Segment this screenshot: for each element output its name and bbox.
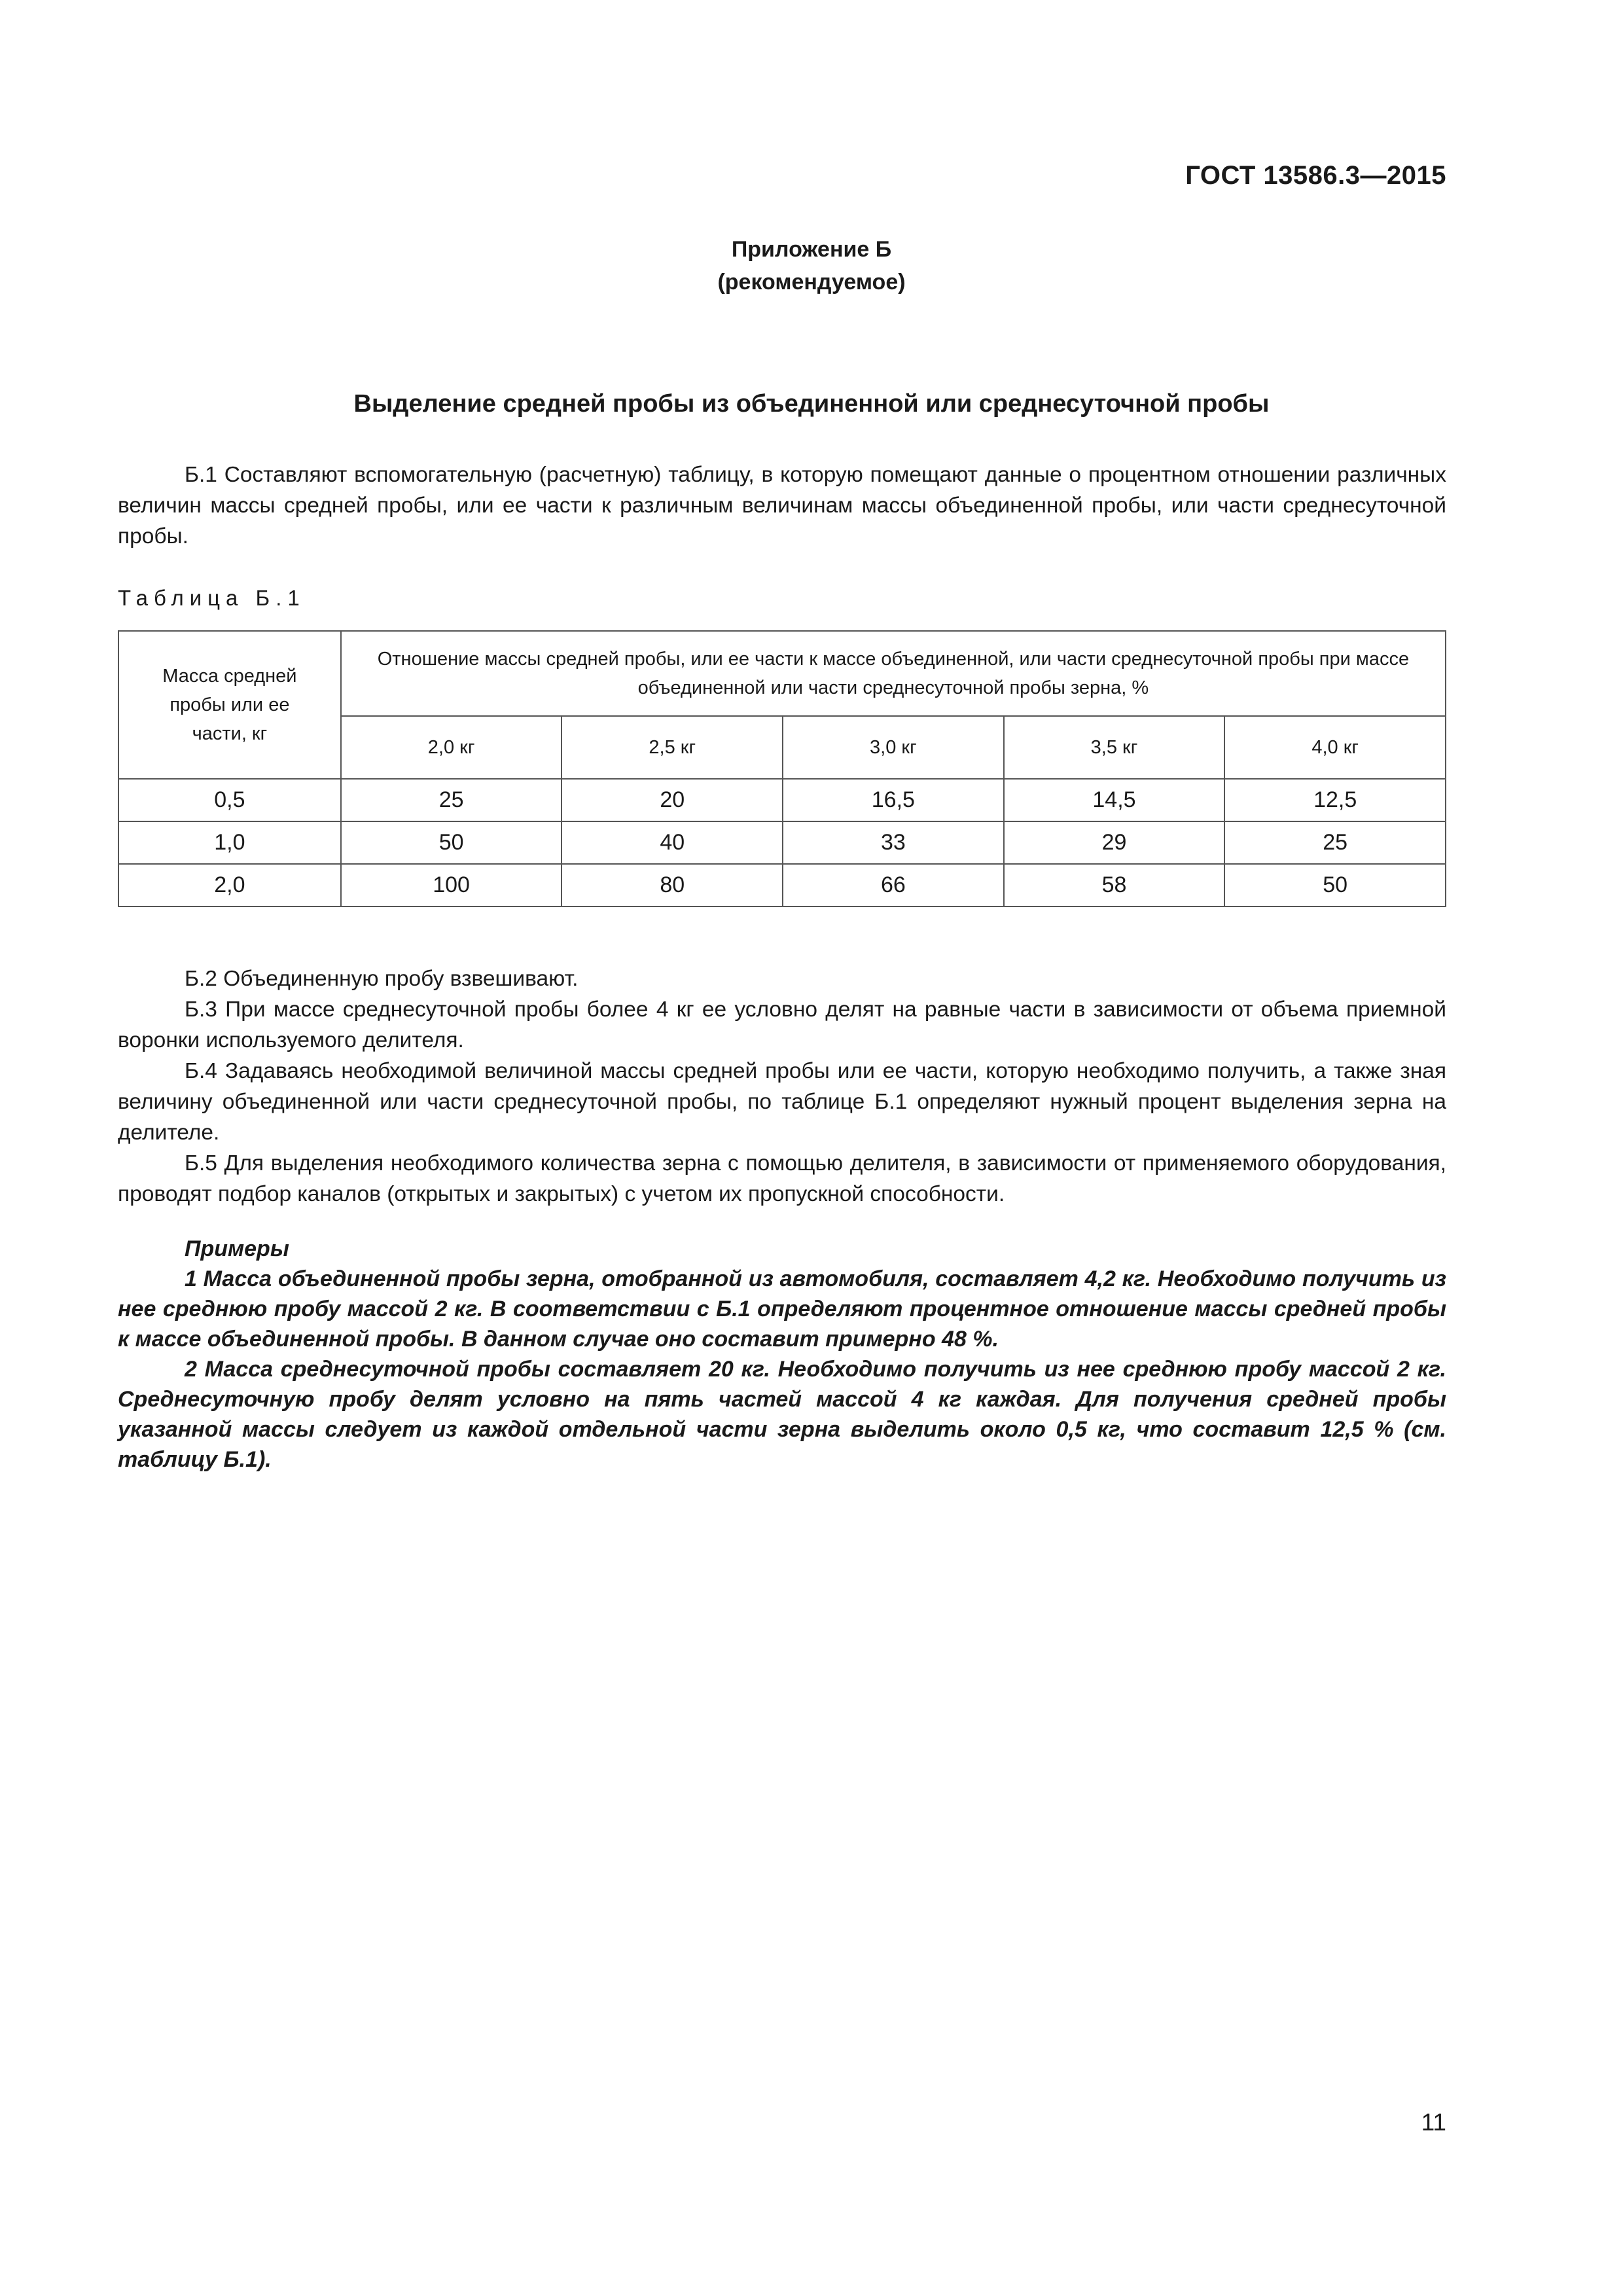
- mass-cell: 0,5: [118, 779, 341, 821]
- value-cell: 25: [341, 779, 562, 821]
- paragraph-b5: Б.5 Для выделения необходимого количества зерна с помощью делителя, в зависимости от применяемого оборудования, проводят подбор каналов (открытых и закрытых) с учетом их пропускной способности.: [118, 1151, 1446, 1206]
- mass-cell: 2,0: [118, 864, 341, 906]
- paragraph-b2: Б.2 Объединенную пробу взвешивают.: [185, 967, 579, 991]
- value-cell: 20: [562, 779, 783, 821]
- section-title: Выделение средней пробы из объединенной или среднесуточной пробы: [353, 390, 1270, 418]
- value-cell: 12,5: [1224, 779, 1446, 821]
- ratio-table: [118, 630, 1446, 907]
- value-cell: 16,5: [783, 779, 1004, 821]
- examples-block: [118, 1234, 1446, 1475]
- procedure-text: [118, 963, 1446, 1210]
- value-cell: 80: [562, 864, 783, 906]
- paragraph-b1: Б.1 Составляют вспомогательную (расчетную) таблицу, в которую помещают данные о процентном отношении различных величин массы средней пробы, или ее части к различным величинам массы объединенной пробы, или части среднесуточной пробы.: [118, 463, 1446, 548]
- row-header: Масса средней пробы или ее части, кг: [118, 631, 341, 779]
- standard-id: ГОСТ 13586.3—2015: [1185, 161, 1446, 190]
- value-cell: 66: [783, 864, 1004, 906]
- appendix-label: Приложение Б: [731, 237, 892, 262]
- table-row: [118, 864, 1446, 906]
- value-cell: 29: [1004, 821, 1225, 864]
- intro-text: [118, 459, 1446, 552]
- appendix-status: (рекомендуемое): [717, 270, 906, 295]
- table-caption: Таблица Б.1: [118, 586, 306, 610]
- column-header: 2,0 кг: [341, 716, 562, 779]
- paragraph-b4: Б.4 Задаваясь необходимой величиной массы средней пробы или ее части, которую необходимо получить, а также зная величину объединенной или части среднесуточной пробы, по таблице Б.1 определяют нужный процент выделения зерна на делителе.: [118, 1059, 1446, 1145]
- value-cell: 33: [783, 821, 1004, 864]
- group-header: Отношение массы средней пробы, или ее части к массе объединенной, или части среднесуточной пробы при массе объединенной или части среднесуточной пробы зерна, %: [341, 631, 1446, 716]
- column-header: 2,5 кг: [562, 716, 783, 779]
- value-cell: 25: [1224, 821, 1446, 864]
- paragraph-b3: Б.3 При массе среднесуточной пробы более 4 кг ее условно делят на равные части в зависимости от объема приемной воронки используемого делителя.: [118, 997, 1446, 1052]
- mass-cell: 1,0: [118, 821, 341, 864]
- column-header: 4,0 кг: [1224, 716, 1446, 779]
- column-header: 3,5 кг: [1004, 716, 1225, 779]
- column-header: 3,0 кг: [783, 716, 1004, 779]
- example-2: 2 Масса среднесуточной пробы составляет 20 кг. Необходимо получить из нее среднюю пробу массой 2 кг. Среднесуточную пробу делят условно на пять частей массой 4 кг каждая. Для получения средней пробы указанной массы следует из каждой отдельной части зерна выделить около 0,5 кг, что составит 12,5 % (см. таблицу Б.1).: [118, 1357, 1446, 1472]
- table-row: [118, 779, 1446, 821]
- value-cell: 40: [562, 821, 783, 864]
- value-cell: 100: [341, 864, 562, 906]
- value-cell: 50: [341, 821, 562, 864]
- appendix-heading: [0, 233, 1623, 298]
- example-1: 1 Масса объединенной пробы зерна, отобранной из автомобиля, составляет 4,2 кг. Необходимо получить из нее среднюю пробу массой 2 кг. В соответствии с Б.1 определяют процентное отношение массы средней пробы к массе объединенной пробы. В данном случае оно составит примерно 48 %.: [118, 1266, 1446, 1352]
- value-cell: 14,5: [1004, 779, 1225, 821]
- table-row: [118, 821, 1446, 864]
- examples-heading: Примеры: [185, 1236, 289, 1261]
- value-cell: 50: [1224, 864, 1446, 906]
- value-cell: 58: [1004, 864, 1225, 906]
- page-number: 11: [1421, 2109, 1446, 2136]
